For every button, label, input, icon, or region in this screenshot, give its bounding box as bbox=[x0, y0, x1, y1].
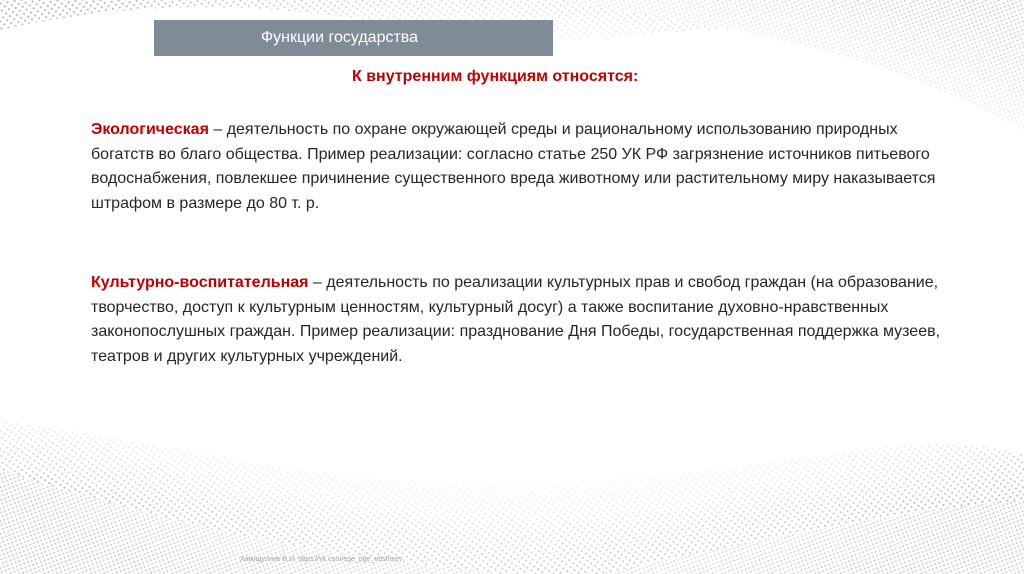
slide-subtitle: К внутренним функциям относятся: bbox=[352, 68, 639, 85]
paragraph-text: – деятельность по охране окружающей среды и рациональному использованию природных богатств во благо общества. Пример реализации: согласно статье 250 УК РФ загрязнение источников питьевого водоснабжения, повлекшее причинение существенного вреда животному или растительному миру наказывается штрафом в размере до 80 т. р. bbox=[91, 121, 936, 212]
slide-title: Функции государства bbox=[261, 29, 419, 46]
paragraph-term: Культурно-воспитательная bbox=[91, 274, 309, 291]
slide-title-bar bbox=[154, 20, 553, 56]
footer-credit: Хамидуллин Б.И. https://vk.com/ege_oge_obshestv bbox=[240, 556, 403, 563]
paragraph-text: – деятельность по реализации культурных прав и свобод граждан (на образование, творчество, доступ к культурным ценностям, культурный досуг) а также воспитание духовно-нравственных законопослушных граждан. Пример реализации: празднование Дня Победы, государственная поддержка музеев, театров и других культурных учреждений. bbox=[91, 274, 941, 365]
paragraph-ecological bbox=[91, 118, 951, 216]
paragraph-term: Экологическая bbox=[91, 121, 209, 138]
paragraph-cultural-educational bbox=[91, 271, 951, 369]
